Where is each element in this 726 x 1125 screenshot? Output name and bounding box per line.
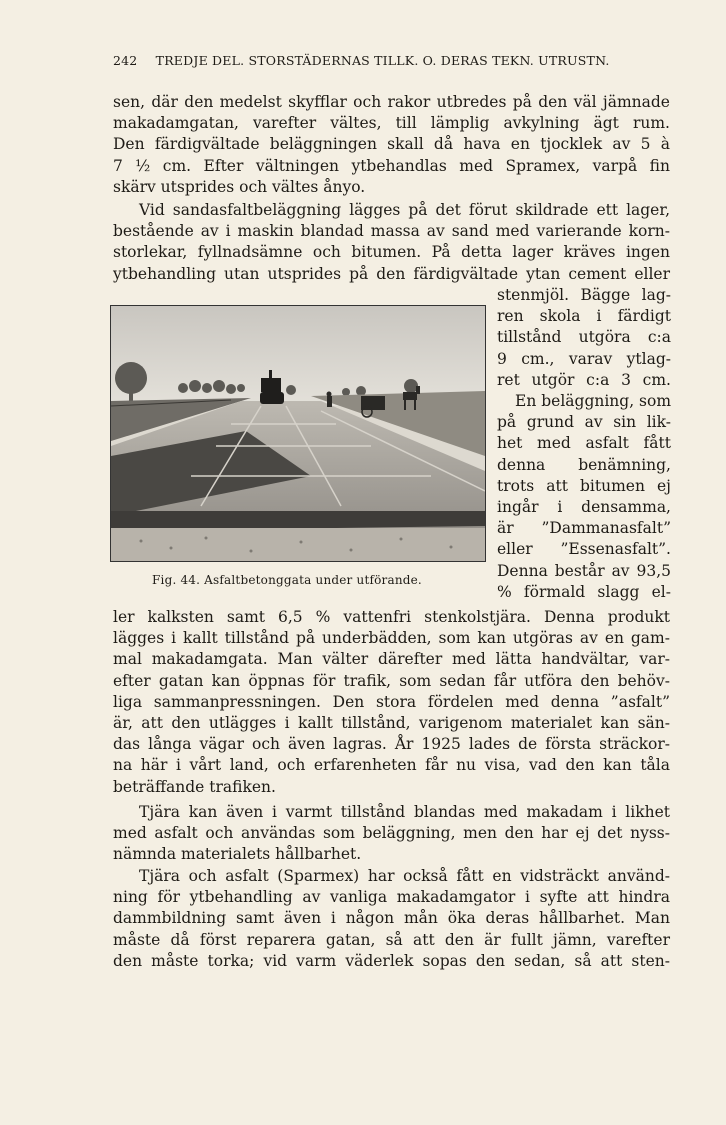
text-line: skärv utsprides och vältes ånyo.	[113, 177, 366, 196]
text-line: sen, där den medelst skyfflar och rakor utbredes på den väl jämnade	[113, 93, 670, 111]
text-line: på grund av sin lik-	[497, 413, 671, 432]
text-line: nämnda materialets hållbarhet.	[113, 845, 362, 864]
text-line: ytbehandling utan utsprides på den färdigvältade ytan cement eller	[113, 264, 670, 283]
text-line: % förmald slagg el-	[497, 582, 671, 601]
text-line: das långa vägar och även lagras. År 1925 lades de första sträckor-	[113, 735, 670, 754]
text-line: ning för ytbehandling av vanliga makadamgator i syfte att hindra	[113, 888, 670, 907]
text-line: makadamgatan, varefter vältes, till lämplig avkylning ägt rum.	[113, 114, 670, 133]
text-line: ren skola i färdigt	[497, 307, 671, 326]
text-line: Tjära kan även i varmt tillstånd blandas med makadam i likhet	[139, 803, 670, 821]
text-line: dammbildning samt även i någon mån öka deras hållbarhet. Man	[113, 909, 670, 928]
text-line: lägges i kallt tillstånd på underbädden, som kan utgöras av en gam-	[113, 629, 670, 648]
text-line: eller ”Essenasfalt”.	[497, 540, 671, 559]
text-line: Den färdigvältade beläggningen skall då hava en tjocklek av 5 à	[113, 135, 670, 154]
page-number: 242	[113, 53, 138, 68]
text-line: ler kalksten samt 6,5 % vattenfri stenkolstjära. Denna produkt	[113, 608, 670, 626]
paragraph-2	[113, 200, 670, 285]
text-line: trots att bitumen ej	[497, 476, 671, 495]
text-line: måste då först reparera gatan, så att den är fullt jämn, varefter	[113, 930, 670, 949]
text-line: 9 cm., varav ytlag-	[497, 349, 671, 368]
figure-photo	[110, 305, 486, 562]
road-construction-photo	[111, 306, 485, 561]
paragraph-3	[113, 607, 670, 798]
text-line: En beläggning, som	[515, 392, 672, 411]
text-line: Denna består av 93,5	[497, 561, 671, 580]
text-line: är, att den utlägges i kallt tillstånd, varigenom materialet kan sän-	[113, 714, 670, 733]
text-line: het med asfalt fått	[497, 434, 671, 453]
text-line: efter gatan kan öppnas för trafik, som sedan får utföra den behöv-	[113, 671, 670, 690]
text-line: stenmjöl. Bägge lag-	[497, 286, 671, 304]
text-line: 7 ½ cm. Efter vältningen ytbehandlas med Spramex, varpå fin	[113, 156, 670, 175]
text-line: den måste torka; vid varm väderlek sopas den sedan, så att sten-	[113, 951, 670, 970]
text-line: tillstånd utgöra c:a	[497, 328, 671, 347]
text-line: är ”Dammanasfalt”	[497, 519, 671, 538]
figure-caption: Fig. 44. Asfaltbetonggata under utförande.	[152, 573, 422, 587]
paragraph-1	[113, 92, 670, 198]
text-line: mal makadamgata. Man välter därefter med lätta handvältar, var-	[113, 650, 670, 669]
text-line: na här i vårt land, och erfarenheten får nu visa, vad den kan tåla	[113, 756, 670, 775]
text-line: liga sammanpressningen. Den stora fördelen med denna ”asfalt”	[113, 692, 670, 711]
text-line: Tjära och asfalt (Sparmex) har också fått en vidsträckt använd-	[139, 867, 670, 885]
running-title: TREDJE DEL. STORSTÄDERNAS TILLK. O. DERAS TEKN. UTRUSTN.	[155, 53, 610, 68]
text-line: ingår i densamma,	[497, 498, 671, 517]
text-line: med asfalt och användas som beläggning, men den har ej det nyss-	[113, 824, 670, 843]
side-column-text	[497, 285, 671, 603]
text-line: beträffande trafiken.	[113, 777, 276, 796]
text-line: storlekar, fyllnadsämne och bitumen. På detta lager kräves ingen	[113, 243, 670, 262]
text-line: Vid sandasfaltbeläggning lägges på det förut skildrade ett lager,	[139, 201, 670, 219]
running-header	[113, 53, 671, 68]
paragraph-4	[113, 802, 670, 866]
text-line: ret utgör c:a 3 cm.	[497, 370, 671, 389]
text-line: bestående av i maskin blandad massa av sand med varierande korn-	[113, 222, 670, 241]
text-line: denna benämning,	[497, 455, 671, 474]
paragraph-5	[113, 866, 670, 972]
